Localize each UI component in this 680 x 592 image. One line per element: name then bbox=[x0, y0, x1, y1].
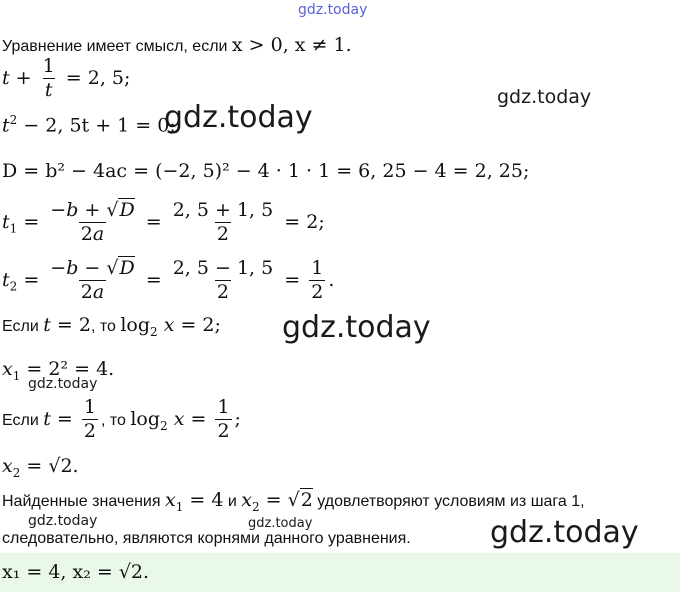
watermark: gdz.today bbox=[490, 515, 639, 550]
watermark: gdz.today bbox=[164, 100, 313, 135]
watermark-top: gdz.today bbox=[298, 2, 368, 18]
equation-t2: $t_2$ = $\frac{-b - √D}{2a}$ = $\frac{2, 5 - 1, 5}{2}$ = $\frac{1}{2}$ . bbox=[2, 257, 335, 303]
answer-box bbox=[0, 553, 680, 592]
equation-t1: $t_1$ = $\frac{-b + √D}{2a}$ = $\frac{2, 5 + 1, 5}{2}$ = 2; bbox=[2, 199, 325, 245]
equation-quadratic: $t^2 - 2$, 5t + 1 = 0; bbox=[2, 113, 176, 137]
equation-substitution: t + $\frac{1}{t}$ = 2, 5; bbox=[2, 55, 131, 101]
answer-text: x₁ = 4, x₂ = √2. bbox=[2, 561, 150, 583]
watermark: gdz.today bbox=[28, 513, 98, 529]
watermark: gdz.today bbox=[28, 376, 98, 392]
watermark: gdz.today bbox=[282, 310, 431, 345]
verification-line: Найденные значения $x_1 = 4$ и $x_2 = √2$ удовлетворяют условиям из шага 1, bbox=[2, 489, 585, 514]
equation-discriminant: D = b² − 4ac = (−2, 5)² − 4 · 1 · 1 = 6, 25 − 4 = 2, 25; bbox=[2, 160, 530, 182]
case-t-equals-2: Если t = 2, то $\log_2 x = 2$; bbox=[2, 314, 221, 339]
condition-line: Уравнение имеет смысл, если x > 0, x ≠ 1. bbox=[2, 34, 352, 56]
conclusion-line: следовательно, являются корнями данного уравнения. bbox=[2, 530, 411, 547]
case-t-equals-half: Если t = $\frac{1}{2}$ , то $\log_2 x$ = $\frac{1}{2}$ ; bbox=[2, 396, 241, 442]
watermark: gdz.today bbox=[497, 86, 592, 108]
equation-x1: $x_1 = 2^2 = 4$. bbox=[2, 358, 115, 383]
equation-x2: $x_2 = √2$. bbox=[2, 455, 79, 480]
watermark: gdz.today bbox=[248, 516, 313, 531]
